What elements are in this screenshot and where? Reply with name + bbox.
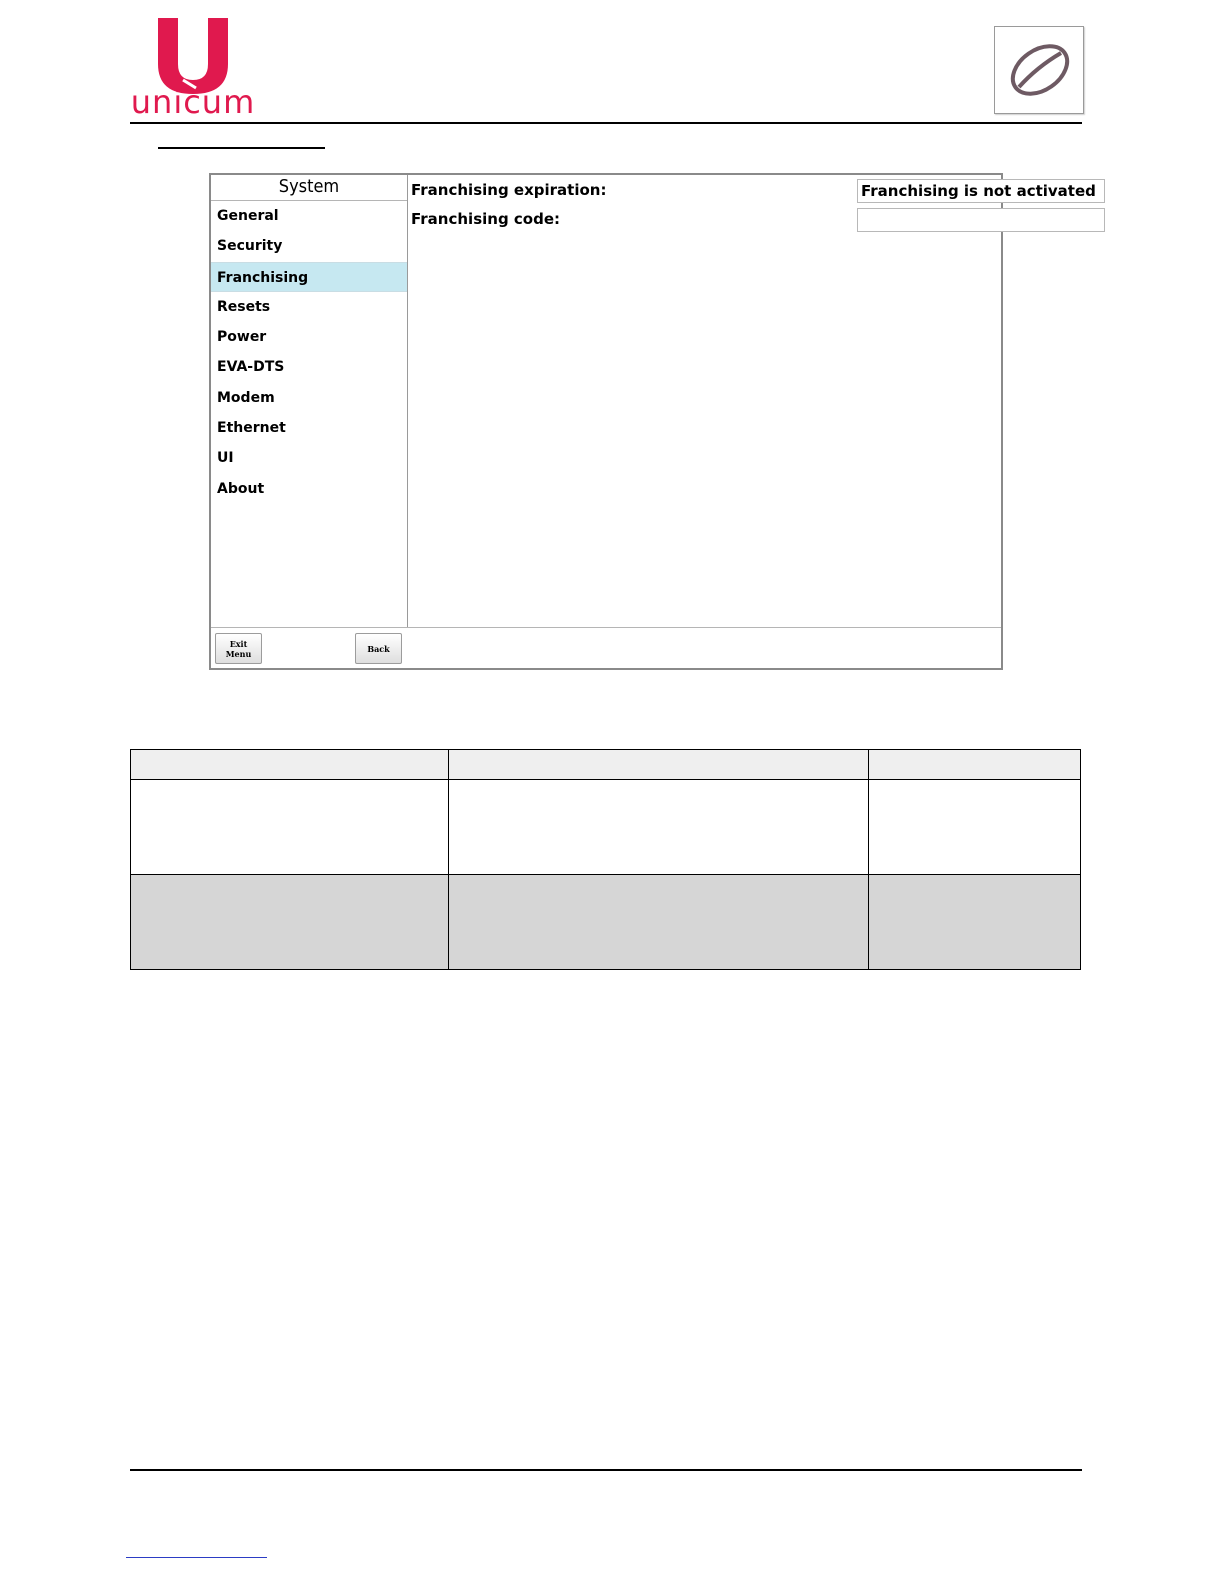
- footer-rule: [130, 1469, 1082, 1471]
- franchising-code-label: Franchising code:: [411, 210, 561, 228]
- exit-menu-button[interactable]: Exit Menu: [215, 633, 262, 664]
- table-cell: [869, 875, 1081, 970]
- sidebar-item-ethernet[interactable]: Ethernet: [217, 420, 286, 437]
- table-row-shaded: [131, 875, 1081, 970]
- sidebar-item-security[interactable]: Security: [217, 238, 283, 255]
- table-cell: [131, 780, 449, 875]
- button-bar: [211, 627, 1001, 668]
- table-header-cell: [131, 750, 449, 780]
- system-sidebar: [211, 175, 408, 627]
- table-cell: [869, 780, 1081, 875]
- parameter-table: [130, 749, 1081, 970]
- back-button[interactable]: Back: [355, 633, 402, 664]
- table-header-cell: [869, 750, 1081, 780]
- table-header-cell: [449, 750, 869, 780]
- franchising-panel: [408, 175, 1096, 627]
- franchising-code-input[interactable]: [857, 208, 1105, 232]
- coffee-bean-icon-box: [994, 26, 1084, 114]
- table-row: [131, 780, 1081, 875]
- table-cell: [449, 780, 869, 875]
- sidebar-item-ui[interactable]: UI: [217, 450, 234, 467]
- footer-link-underline[interactable]: [126, 1557, 267, 1558]
- franchising-expiration-label: Franchising expiration:: [411, 181, 607, 199]
- franchising-expiration-field: Franchising is not activated: [857, 179, 1105, 203]
- table-cell: [449, 875, 869, 970]
- sidebar-item-resets[interactable]: Resets: [217, 298, 271, 315]
- sidebar-item-general[interactable]: General: [217, 208, 279, 224]
- sidebar-item-about[interactable]: About: [217, 480, 265, 497]
- table-header-row: [131, 750, 1081, 780]
- table-cell: [131, 875, 449, 970]
- coffee-bean-icon: [1007, 37, 1073, 103]
- system-settings-screen: [209, 173, 1096, 670]
- sidebar-item-power[interactable]: Power: [217, 329, 267, 346]
- heading-underline: [158, 147, 325, 149]
- sidebar-item-eva-dts[interactable]: EVA-DTS: [217, 359, 285, 376]
- header-rule: [130, 122, 1082, 124]
- sidebar-item-franchising[interactable]: Franchising: [211, 262, 407, 292]
- logo-wordmark: unicum: [130, 83, 256, 121]
- sidebar-item-modem[interactable]: Modem: [217, 389, 275, 406]
- sidebar-title: System: [211, 175, 407, 201]
